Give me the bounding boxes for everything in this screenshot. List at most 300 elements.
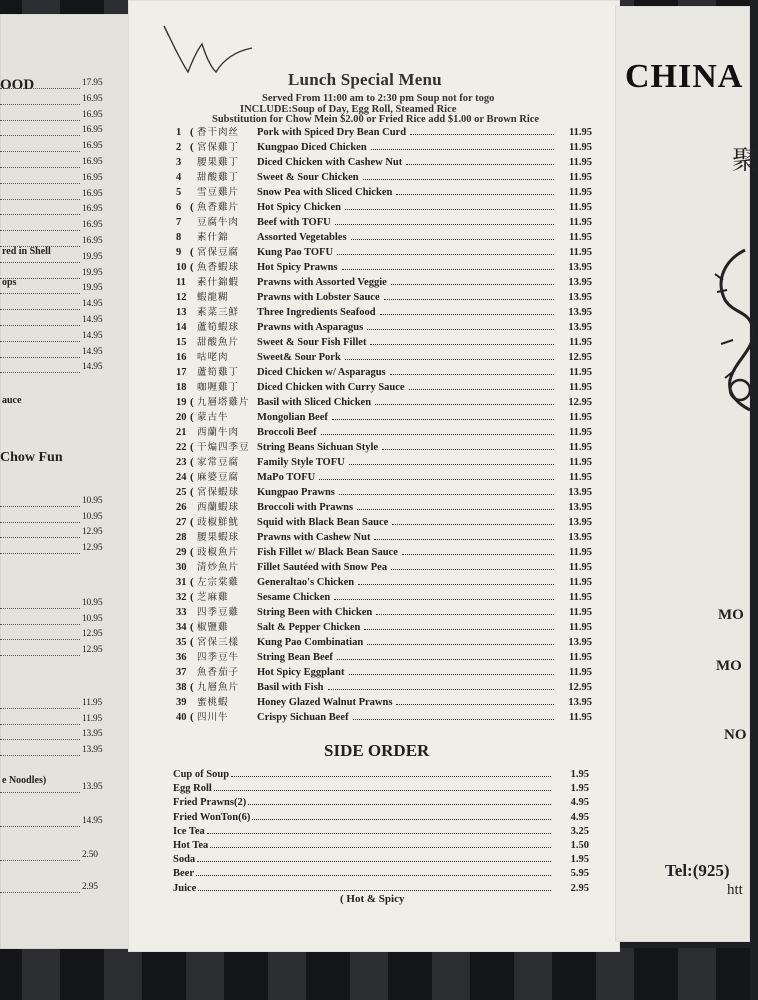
left-price: 14.95	[82, 816, 103, 826]
menu-item-row	[176, 649, 592, 663]
left-price: 13.95	[82, 782, 103, 792]
item-number: 27	[176, 517, 187, 528]
left-price: 12.95	[82, 542, 103, 553]
item-name: Sweet & Sour Fish Fillet	[257, 337, 367, 348]
item-name: MaPo TOFU	[257, 472, 316, 483]
item-number: 28	[176, 532, 187, 543]
menu-item-row	[176, 634, 592, 648]
item-price: 11.95	[568, 667, 592, 678]
dot-leader	[210, 847, 551, 848]
dot-leader	[0, 522, 80, 523]
item-name: Sesame Chicken	[257, 592, 331, 603]
left-price: 14.95	[82, 299, 103, 310]
dot-leader	[371, 149, 554, 150]
hot-spicy-icon: (	[190, 636, 194, 648]
dot-leader	[0, 120, 80, 121]
dot-leader	[337, 659, 554, 660]
hot-spicy-icon: (	[190, 576, 194, 588]
side-item-price: 5.95	[570, 868, 589, 880]
item-name: Hot Spicy Prawns	[257, 262, 338, 273]
left-price: 12.95	[82, 527, 103, 537]
dot-leader	[370, 344, 554, 345]
side-item-price: 2.95	[570, 882, 589, 894]
item-chinese-name: 腰果雞丁	[197, 157, 240, 168]
item-name: Family Style TOFU	[257, 457, 345, 468]
dot-leader	[0, 357, 80, 358]
left-price: 2.50	[82, 850, 98, 860]
dot-leader	[367, 644, 554, 645]
left-price: 14.95	[82, 346, 103, 357]
item-price: 13.95	[568, 532, 592, 543]
item-name: Hot Spicy Chicken	[257, 202, 342, 213]
item-name: Sweet & Sour Chicken	[257, 172, 359, 183]
item-price: 12.95	[568, 682, 592, 693]
item-chinese-name: 西蘭蝦球	[197, 502, 240, 513]
item-name: Fillet Sautéed with Snow Pea	[257, 562, 388, 573]
item-chinese-name: 蘆筍雞丁	[197, 367, 240, 378]
item-price: 13.95	[568, 502, 592, 513]
item-chinese-name: 家常豆腐	[197, 457, 240, 468]
dot-leader	[390, 374, 554, 375]
item-name: Crispy Sichuan Beef	[257, 712, 349, 723]
side-item-name: Egg Roll	[173, 783, 212, 795]
side-item-price: 1.95	[570, 783, 589, 795]
item-chinese-name: 宮保豆腐	[197, 247, 240, 258]
left-section-title: Chow Fun	[0, 450, 63, 465]
item-number: 11	[176, 277, 186, 288]
dot-leader	[0, 708, 80, 709]
dot-leader	[214, 790, 551, 791]
item-name: String Bean Beef	[257, 652, 333, 663]
left-price: 10.95	[82, 598, 103, 608]
menu-item-row	[176, 454, 592, 468]
item-price: 11.95	[568, 577, 592, 588]
phone-number: Tel:(925)	[665, 861, 730, 880]
item-chinese-name: 甜酸魚片	[197, 337, 240, 348]
item-price: 11.95	[568, 622, 592, 633]
left-price: 16.95	[82, 157, 103, 167]
item-name: Kungpao Prawns	[257, 487, 335, 498]
hot-spicy-icon: (	[190, 516, 194, 528]
menu-item-row	[176, 424, 592, 438]
side-item-price: 4.95	[570, 797, 589, 809]
item-number: 21	[176, 427, 187, 438]
item-chinese-name: 素菜三鮮	[197, 307, 240, 318]
item-name: Sweet& Sour Pork	[257, 352, 341, 363]
side-item-name: Juice	[173, 882, 197, 894]
item-number: 9	[176, 247, 182, 258]
item-chinese-name: 蘆筍蝦球	[197, 322, 240, 333]
hot-spicy-icon: (	[190, 201, 194, 213]
left-price: 16.95	[82, 220, 103, 231]
dot-leader	[0, 826, 80, 827]
menu-item-row	[176, 334, 592, 348]
item-price: 11.95	[568, 712, 592, 723]
item-chinese-name: 四季豆牛	[197, 652, 240, 663]
item-chinese-name: 咕咾肉	[197, 352, 229, 363]
item-price: 11.95	[568, 367, 592, 378]
item-chinese-name: 魚香茄子	[197, 667, 240, 678]
dot-leader	[345, 359, 554, 360]
left-price: 16.95	[82, 172, 103, 183]
menu-item-row	[176, 514, 592, 528]
item-number: 4	[176, 172, 182, 183]
dot-leader	[391, 284, 554, 285]
dot-leader	[207, 833, 551, 834]
hot-spicy-icon: (	[190, 711, 194, 723]
dot-leader	[0, 104, 80, 105]
item-price: 11.95	[568, 232, 592, 243]
item-chinese-name: 清炒魚片	[197, 562, 240, 573]
menu-item-row	[176, 709, 592, 723]
menu-item-row	[176, 409, 592, 423]
pen-scribble-mark	[162, 22, 254, 82]
item-price: 11.95	[568, 562, 592, 573]
left-price: 14.95	[82, 315, 103, 325]
item-number: 30	[176, 562, 187, 573]
dot-leader	[0, 199, 80, 200]
side-item-name: Beer	[173, 868, 194, 880]
item-chinese-name: 甜酸雞丁	[197, 172, 240, 183]
dot-leader	[0, 755, 80, 756]
menu-item-row	[176, 589, 592, 603]
side-item-name: Fried WonTon(6)	[173, 811, 251, 823]
item-price: 11.95	[568, 442, 592, 453]
dot-leader	[367, 329, 554, 330]
dot-leader	[198, 890, 551, 891]
item-chinese-name: 素什錦	[197, 232, 229, 243]
item-price: 11.95	[568, 427, 592, 438]
dot-leader	[0, 655, 80, 656]
item-name: Prawns with Assorted Veggie	[257, 277, 387, 288]
side-item-name: Soda	[173, 854, 196, 866]
hot-spicy-icon: (	[190, 246, 194, 258]
include-text: INCLUDE:Soup of Day, Egg Roll, Steamed Rice	[240, 104, 457, 115]
menu-item-row	[176, 559, 592, 573]
item-chinese-name: 左宗棠雞	[197, 577, 240, 588]
item-name: Diced Chicken with Cashew Nut	[257, 157, 403, 168]
item-price: 11.95	[568, 472, 592, 483]
left-price: 16.95	[82, 125, 103, 136]
hot-spicy-icon: (	[190, 441, 194, 453]
left-section-header-fragment: OOD	[0, 77, 35, 93]
item-chinese-name: 蝦龍糊	[197, 292, 229, 303]
dot-leader	[0, 792, 80, 793]
side-item-row	[173, 851, 589, 865]
dot-leader	[0, 293, 80, 294]
item-number: 40	[176, 712, 187, 723]
hot-spicy-legend: ( Hot & Spicy	[340, 893, 405, 905]
item-price: 11.95	[568, 157, 592, 168]
dot-leader	[0, 624, 80, 625]
dot-leader	[353, 719, 554, 720]
dot-leader	[374, 539, 554, 540]
item-price: 11.95	[568, 382, 592, 393]
item-number: 36	[176, 652, 187, 663]
item-number: 10	[176, 262, 187, 273]
item-number: 37	[176, 667, 187, 678]
dot-leader	[248, 804, 551, 805]
dot-leader	[0, 214, 80, 215]
menu-item-row	[176, 394, 592, 408]
item-chinese-name: 西蘭牛肉	[197, 427, 240, 438]
item-chinese-name: 魚香蝦球	[197, 262, 240, 273]
menu-item-row	[176, 289, 592, 303]
item-chinese-name: 麻婆豆腐	[197, 472, 240, 483]
substitution-text: Substitution for Chow Mein $2.00 or Fried Rice add $1.00 or Brown Rice	[212, 114, 540, 125]
menu-item-row	[176, 379, 592, 393]
item-price: 13.95	[568, 262, 592, 273]
left-price: 14.95	[82, 330, 103, 341]
menu-item-row	[176, 694, 592, 708]
dot-leader	[357, 509, 554, 510]
dot-leader	[349, 464, 554, 465]
side-item-row	[173, 766, 589, 780]
dot-leader	[332, 419, 554, 420]
dot-leader	[358, 584, 554, 585]
item-name: Squid with Black Bean Sauce	[257, 517, 389, 528]
dot-leader	[321, 434, 554, 435]
menu-item-row	[176, 319, 592, 333]
menu-item-row	[176, 439, 592, 453]
item-price: 11.95	[568, 127, 592, 138]
left-price: 19.95	[82, 283, 103, 294]
item-number: 25	[176, 487, 187, 498]
side-item-price: 4.95	[570, 811, 589, 823]
item-number: 15	[176, 337, 187, 348]
item-number: 1	[176, 127, 182, 138]
item-price: 11.95	[568, 337, 592, 348]
dot-leader	[345, 209, 554, 210]
side-item-row	[173, 880, 589, 894]
served-hours-text: Served From 11:00 am to 2:30 pm Soup not for togo	[262, 93, 495, 104]
menu-item-row	[176, 214, 592, 228]
dot-leader	[197, 861, 551, 862]
item-price: 11.95	[568, 457, 592, 468]
item-name: String Beans Sichuan Style	[257, 442, 379, 453]
left-item-label: e Noodles)	[2, 775, 47, 786]
menu-right-panel	[615, 6, 750, 942]
item-name: Pork with Spiced Dry Bean Curd	[257, 127, 407, 138]
dot-leader	[319, 479, 554, 480]
menu-item-row	[176, 619, 592, 633]
item-price: 11.95	[568, 217, 592, 228]
item-price: 13.95	[568, 517, 592, 528]
item-price: 12.95	[568, 397, 592, 408]
menu-item-row	[176, 124, 592, 138]
dot-leader	[0, 892, 80, 893]
left-price: 13.95	[82, 729, 103, 739]
item-number: 19	[176, 397, 187, 408]
hot-spicy-icon: (	[190, 591, 194, 603]
hours-label-3: NO	[724, 727, 747, 743]
item-name: Prawns with Asparagus	[257, 322, 364, 333]
item-name: Broccoli with Prawns	[257, 502, 354, 513]
item-price: 13.95	[568, 697, 592, 708]
dot-leader	[409, 389, 554, 390]
side-item-row	[173, 865, 589, 879]
item-price: 11.95	[568, 142, 592, 153]
side-order-title: SIDE ORDER	[324, 741, 430, 760]
left-price: 19.95	[82, 267, 103, 278]
menu-item-row	[176, 244, 592, 258]
hot-spicy-icon: (	[190, 621, 194, 633]
item-chinese-name: 芝麻雞	[197, 592, 229, 603]
menu-item-row	[176, 574, 592, 588]
item-number: 23	[176, 457, 187, 468]
dot-leader	[0, 739, 80, 740]
left-price: 16.95	[82, 204, 103, 215]
menu-item-row	[176, 229, 592, 243]
item-chinese-name: 九層魚片	[197, 682, 240, 693]
hot-spicy-icon: (	[190, 126, 194, 138]
dot-leader	[0, 309, 80, 310]
dot-leader	[363, 179, 554, 180]
item-number: 5	[176, 187, 182, 198]
item-price: 13.95	[568, 487, 592, 498]
dot-leader	[0, 167, 80, 168]
item-name: Three Ingredients Seafood	[257, 307, 376, 318]
hot-spicy-icon: (	[190, 396, 194, 408]
dot-leader	[0, 151, 80, 152]
item-number: 35	[176, 637, 187, 648]
item-price: 11.95	[568, 247, 592, 258]
item-chinese-name: 九層塔雞片	[197, 397, 250, 408]
left-price: 16.95	[82, 109, 103, 120]
dot-leader	[364, 629, 554, 630]
item-price: 12.95	[568, 352, 592, 363]
dot-leader	[391, 569, 554, 570]
hours-label-1: MO	[718, 607, 744, 623]
hot-spicy-icon: (	[190, 546, 194, 558]
dot-leader	[402, 554, 554, 555]
item-name: Kungpao Diced Chicken	[257, 142, 367, 153]
dot-leader	[337, 254, 554, 255]
dot-leader	[0, 183, 80, 184]
side-item-row	[173, 837, 589, 851]
item-number: 39	[176, 697, 187, 708]
hot-spicy-icon: (	[190, 456, 194, 468]
item-name: Kung Pao Combinatian	[257, 637, 364, 648]
dot-leader	[0, 341, 80, 342]
menu-item-row	[176, 364, 592, 378]
side-item-row	[173, 780, 589, 794]
dot-leader	[0, 639, 80, 640]
left-price: 16.95	[82, 236, 103, 246]
left-price: 10.95	[82, 613, 103, 624]
dot-leader	[406, 164, 554, 165]
side-item-name: Fried Prawns(2)	[173, 797, 247, 809]
item-name: Diced Chicken w/ Asparagus	[257, 367, 386, 378]
item-name: Generaltao's Chicken	[257, 577, 355, 588]
item-name: Honey Glazed Walnut Prawns	[257, 697, 393, 708]
item-name: Kung Pao TOFU	[257, 247, 334, 258]
dot-leader	[384, 299, 554, 300]
item-number: 3	[176, 157, 182, 168]
item-number: 32	[176, 592, 187, 603]
item-name: Salt & Pepper Chicken	[257, 622, 361, 633]
restaurant-brand-name: CHINA	[625, 58, 744, 95]
menu-item-row	[176, 604, 592, 618]
menu-item-row	[176, 199, 592, 213]
dot-leader	[392, 524, 554, 525]
item-number: 17	[176, 367, 187, 378]
left-price: 16.95	[82, 141, 103, 152]
side-item-price: 1.95	[570, 854, 589, 866]
item-chinese-name: 宮保三樣	[197, 637, 240, 648]
item-price: 13.95	[568, 277, 592, 288]
item-name: Snow Pea with Sliced Chicken	[257, 187, 393, 198]
dot-leader	[380, 314, 554, 315]
item-chinese-name: 宮保蝦球	[197, 487, 240, 498]
item-chinese-name: 椒鹽雞	[197, 622, 229, 633]
left-price: 13.95	[82, 744, 103, 755]
item-number: 8	[176, 232, 182, 243]
left-item-label: ops	[2, 277, 17, 288]
item-number: 34	[176, 622, 187, 633]
item-price: 13.95	[568, 292, 592, 303]
dot-leader	[351, 239, 554, 240]
item-number: 18	[176, 382, 187, 393]
dot-leader	[349, 674, 554, 675]
menu-item-row	[176, 304, 592, 318]
item-chinese-name: 豉椒鮮魷	[197, 517, 240, 528]
dragon-illustration-icon	[705, 240, 755, 440]
dot-leader	[342, 269, 554, 270]
item-name: Diced Chicken with Curry Sauce	[257, 382, 405, 393]
item-name: Hot Spicy Eggplant	[257, 667, 345, 678]
item-chinese-name: 腰果蝦球	[197, 532, 240, 543]
menu-item-row	[176, 349, 592, 363]
dot-leader	[0, 325, 80, 326]
menu-item-row	[176, 484, 592, 498]
item-price: 11.95	[568, 607, 592, 618]
menu-item-row	[176, 529, 592, 543]
left-price: 12.95	[82, 644, 103, 655]
menu-item-row	[176, 664, 592, 678]
side-item-row	[173, 809, 589, 823]
left-price: 19.95	[82, 251, 103, 262]
item-chinese-name: 魚香雞片	[197, 202, 240, 213]
side-item-name: Hot Tea	[173, 840, 209, 851]
item-price: 13.95	[568, 307, 592, 318]
dot-leader	[0, 262, 80, 263]
left-price: 11.95	[82, 713, 103, 724]
item-chinese-name: 四川牛	[197, 712, 229, 723]
left-item-label: auce	[2, 395, 22, 406]
dot-leader	[396, 194, 554, 195]
left-price: 2.95	[82, 882, 98, 892]
dot-leader	[376, 614, 554, 615]
left-price: 16.95	[82, 93, 103, 104]
left-price: 10.95	[82, 496, 103, 506]
item-chinese-name: 豉椒魚片	[197, 547, 240, 558]
left-price: 14.95	[82, 362, 103, 373]
item-chinese-name: 豆腐牛肉	[197, 217, 240, 228]
hot-spicy-icon: (	[190, 141, 194, 153]
dot-leader	[375, 404, 554, 405]
item-chinese-name: 素什錦蝦	[197, 277, 240, 288]
menu-item-row	[176, 544, 592, 558]
dot-leader	[252, 819, 551, 820]
dot-leader	[334, 599, 554, 600]
menu-item-row	[176, 154, 592, 168]
item-name: Mongolian Beef	[257, 412, 328, 423]
dot-leader	[382, 449, 554, 450]
menu-item-row	[176, 499, 592, 513]
menu-item-row	[176, 259, 592, 273]
hot-spicy-icon: (	[190, 411, 194, 423]
